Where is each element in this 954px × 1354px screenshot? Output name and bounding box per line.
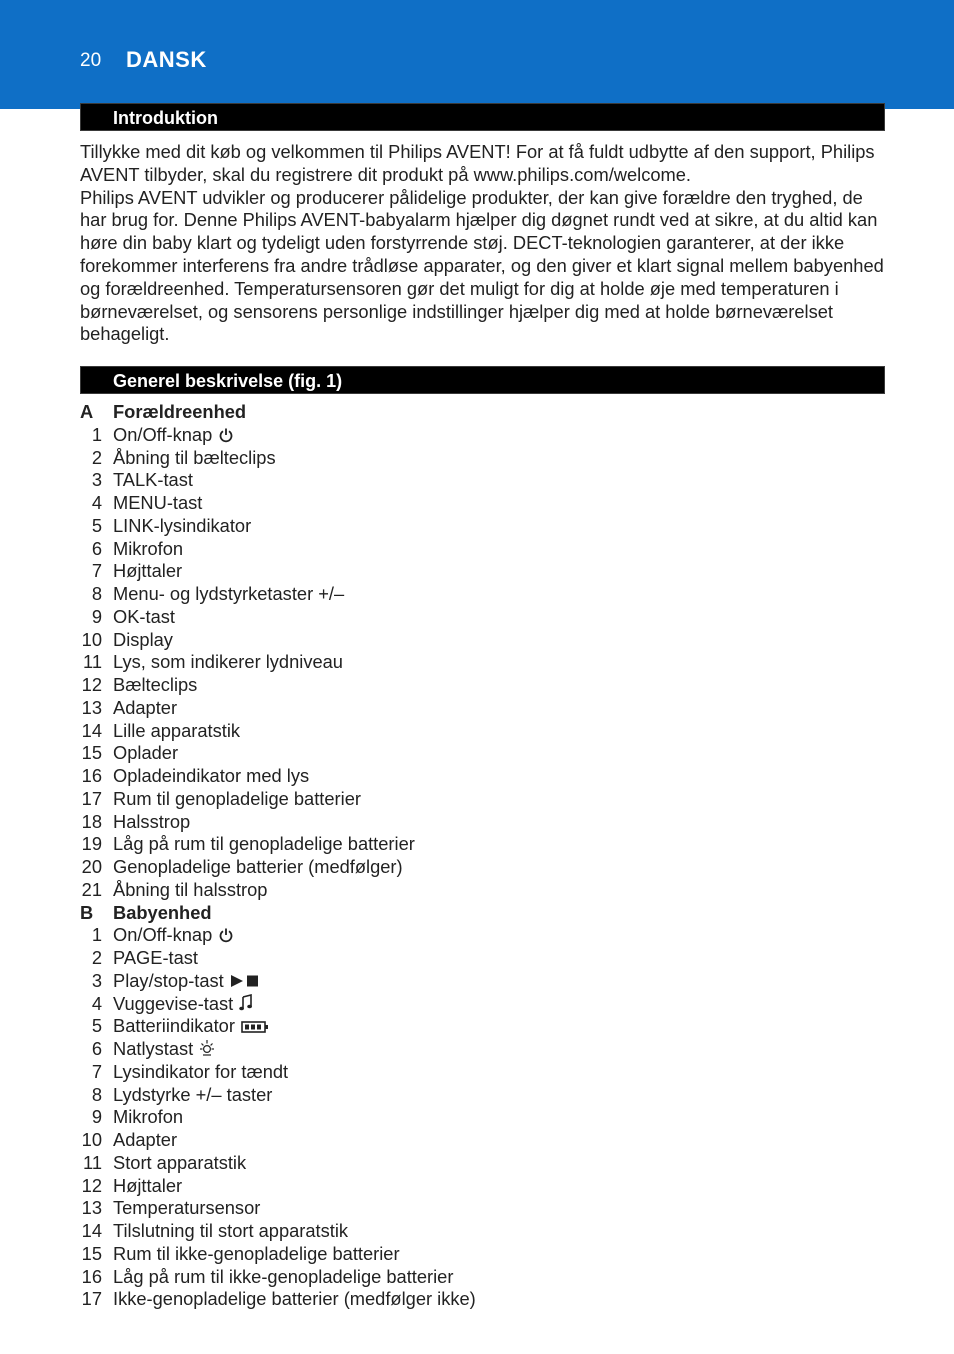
list-item xyxy=(80,1288,885,1311)
item-label-text: Genopladelige batterier (medfølger) xyxy=(113,856,403,877)
item-label xyxy=(113,492,202,515)
list-item xyxy=(80,538,885,561)
item-label-text: Mikrofon xyxy=(113,1106,184,1128)
list-item xyxy=(80,1084,885,1107)
list-item xyxy=(80,1197,885,1220)
list-item xyxy=(80,1061,885,1084)
list-item xyxy=(80,924,885,947)
list-item xyxy=(80,811,885,834)
item-number: 5 xyxy=(91,514,102,536)
play-stop-icon xyxy=(230,970,262,993)
item-number: 21 xyxy=(81,878,102,900)
item-label xyxy=(113,788,361,811)
item-number: 3 xyxy=(91,969,102,991)
item-label xyxy=(113,538,183,561)
item-number: 11 xyxy=(83,1151,102,1173)
item-number: 5 xyxy=(91,1015,102,1037)
item-number: 6 xyxy=(91,537,102,559)
item-label xyxy=(113,651,343,674)
item-label-text: Låg på rum til genopladelige batterier xyxy=(113,833,415,855)
item-number: 14 xyxy=(81,1220,102,1241)
item-label xyxy=(113,1266,453,1289)
item-label-text: Adapter xyxy=(113,696,178,718)
list-item xyxy=(80,788,885,811)
item-number: 4 xyxy=(91,992,102,1014)
item-label-text: OK-tast xyxy=(113,605,175,627)
item-label xyxy=(113,833,415,856)
item-label-text: On/Off-knap xyxy=(113,924,213,946)
list-item xyxy=(80,970,885,993)
item-number: 18 xyxy=(81,810,102,832)
list-item xyxy=(80,492,885,515)
item-label-text: Oplader xyxy=(113,742,179,764)
item-number: 13 xyxy=(81,696,102,718)
section-bar-general-description xyxy=(80,366,885,394)
list-item xyxy=(80,765,885,788)
group-letter: A xyxy=(80,401,94,422)
section-title-general-description: Generel beskrivelse (fig. 1) xyxy=(113,371,343,391)
section-bar-introduction xyxy=(80,103,885,131)
item-label xyxy=(113,674,197,697)
item-label xyxy=(113,1129,177,1152)
item-label xyxy=(113,970,262,993)
item-label-text: Højttaler xyxy=(113,1174,183,1196)
item-label-text: Vuggevise-tast xyxy=(113,992,234,1014)
item-label-text: Lysindikator for tændt xyxy=(113,1060,289,1082)
list-item xyxy=(80,447,885,470)
list-item xyxy=(80,1038,885,1061)
list-item xyxy=(80,651,885,674)
item-label-text: Lille apparatstik xyxy=(113,719,241,741)
item-label-text: Temperatursensor xyxy=(113,1197,261,1219)
list-item xyxy=(80,1106,885,1129)
item-label-text: Halsstrop xyxy=(113,810,191,832)
item-number: 10 xyxy=(81,1129,102,1150)
list-item xyxy=(80,560,885,583)
list-item xyxy=(80,856,885,879)
item-label xyxy=(113,1175,182,1198)
item-number: 9 xyxy=(91,605,102,627)
item-number: 14 xyxy=(81,719,102,741)
item-number: 12 xyxy=(81,1174,102,1196)
item-number: 16 xyxy=(81,765,102,786)
item-label-text: PAGE-tast xyxy=(113,947,198,968)
item-label xyxy=(113,720,240,743)
item-label-text: Lydstyrke +/– taster xyxy=(113,1083,273,1105)
item-label-text: Rum til ikke-genopladelige batterier xyxy=(113,1242,400,1264)
list-item xyxy=(80,947,885,970)
list-item xyxy=(80,1129,885,1152)
item-label-text: Højttaler xyxy=(113,560,183,582)
nightlight-icon xyxy=(199,1038,215,1061)
item-label-text: Tilslutning til stort apparatstik xyxy=(113,1220,349,1241)
item-label-text: LINK-lysindikator xyxy=(113,514,252,536)
item-number: 2 xyxy=(91,947,102,968)
item-label-text: Play/stop-tast xyxy=(113,969,224,991)
item-number: 6 xyxy=(91,1038,102,1059)
list-item xyxy=(80,833,885,856)
item-number: 4 xyxy=(91,492,102,513)
item-label xyxy=(113,856,403,879)
parts-list xyxy=(80,401,885,1311)
item-label-text: Mikrofon xyxy=(113,537,184,559)
item-label xyxy=(113,1197,260,1220)
item-number: 3 xyxy=(91,469,102,491)
item-label-text: Display xyxy=(113,628,173,650)
item-label xyxy=(113,515,251,538)
item-number: 17 xyxy=(81,787,102,809)
item-number: 11 xyxy=(83,651,102,673)
item-label xyxy=(113,924,234,947)
group-label xyxy=(113,401,246,424)
list-item xyxy=(80,1152,885,1175)
power-icon xyxy=(218,924,234,947)
item-number: 19 xyxy=(81,833,102,855)
group-letter: B xyxy=(80,901,94,923)
list-item xyxy=(80,720,885,743)
list-item xyxy=(80,515,885,538)
item-label-text: Babyenhed xyxy=(113,901,212,923)
list-item xyxy=(80,1175,885,1198)
list-item xyxy=(80,1266,885,1289)
item-label-text: Adapter xyxy=(113,1129,178,1150)
music-note-icon xyxy=(239,993,253,1016)
list-item xyxy=(80,742,885,765)
item-label-text: Stort apparatstik xyxy=(113,1151,247,1173)
item-number: 10 xyxy=(81,628,102,650)
item-label xyxy=(113,811,190,834)
group-heading-row xyxy=(80,401,885,424)
power-icon xyxy=(218,424,234,447)
item-number: 7 xyxy=(91,560,102,582)
list-item xyxy=(80,674,885,697)
item-label xyxy=(113,560,182,583)
item-label xyxy=(113,697,177,720)
item-label xyxy=(113,1243,400,1266)
list-item xyxy=(80,606,885,629)
item-label xyxy=(113,1061,288,1084)
group-heading-row xyxy=(80,902,885,925)
item-number: 13 xyxy=(81,1197,102,1219)
item-label-text: Bælteclips xyxy=(113,674,198,695)
item-label xyxy=(113,606,175,629)
item-label-text: On/Off-knap xyxy=(113,423,213,445)
list-item xyxy=(80,583,885,606)
item-label xyxy=(113,1015,269,1038)
item-label xyxy=(113,1038,215,1061)
item-number: 8 xyxy=(91,1083,102,1105)
item-label xyxy=(113,993,253,1016)
item-label xyxy=(113,469,193,492)
item-label xyxy=(113,1106,183,1129)
list-item xyxy=(80,1220,885,1243)
item-number: 9 xyxy=(91,1106,102,1128)
item-number: 20 xyxy=(81,856,102,877)
item-label-text: Batteriindikator xyxy=(113,1015,235,1037)
item-label-text: TALK-tast xyxy=(113,469,193,491)
list-item xyxy=(80,879,885,902)
item-number: 15 xyxy=(81,742,102,764)
item-label xyxy=(113,879,267,902)
item-number: 7 xyxy=(91,1060,102,1082)
item-number: 17 xyxy=(81,1288,102,1310)
list-item xyxy=(80,629,885,652)
item-label-text: Lys, som indikerer lydniveau xyxy=(113,651,343,673)
item-number: 1 xyxy=(91,924,102,946)
page-number: 20 xyxy=(80,50,102,71)
item-label-text: Ikke-genopladelige batterier (medfølger ikke) xyxy=(113,1288,476,1310)
list-item xyxy=(80,1015,885,1038)
item-number: 2 xyxy=(91,446,102,468)
intro-text xyxy=(80,141,885,346)
item-label-text: Natlystast xyxy=(113,1038,194,1059)
section-title-introduction: Introduktion xyxy=(113,108,218,128)
list-item xyxy=(80,697,885,720)
intro-paragraph-1: Tillykke med dit køb og velkommen til Philips AVENT! For at få fuldt udbytte af den support, Philips AVENT tilbyder, skal du registrere dit produkt på www.philips.com/welcome. xyxy=(80,141,875,185)
item-label-text: Låg på rum til ikke-genopladelige batterier xyxy=(113,1265,454,1287)
item-label-text: Åbning til bælteclips xyxy=(113,446,276,468)
item-label xyxy=(113,742,178,765)
item-label xyxy=(113,424,234,447)
item-label xyxy=(113,583,344,606)
item-label xyxy=(113,1220,348,1243)
list-item xyxy=(80,993,885,1016)
list-item xyxy=(80,469,885,492)
item-label-text: Rum til genopladelige batterier xyxy=(113,787,361,809)
item-label xyxy=(113,1152,246,1175)
item-label xyxy=(113,629,173,652)
item-number: 1 xyxy=(91,423,102,445)
item-number: 8 xyxy=(91,583,102,604)
item-label xyxy=(113,765,309,788)
item-label-text: Forældreenhed xyxy=(113,401,247,422)
item-label xyxy=(113,447,276,470)
item-number: 15 xyxy=(81,1242,102,1264)
item-number: 16 xyxy=(81,1265,102,1287)
item-label-text: Menu- og lydstyrketaster +/– xyxy=(113,583,345,604)
item-label xyxy=(113,1084,272,1107)
intro-paragraph-2: Philips AVENT udvikler og producerer pålidelige produkter, der kan give forældre den tryghed, de har brug for. Denne Philips AVENT-babyalarm hjælper dig døgnet rundt ved at sikre, at du altid kan høre din baby klart og tydeligt uden forstyrrende støj. DECT-teknologien garanterer, at der ikke forekommer interferens fra andre trådløse apparater, og den giver et klart signal mellem babyenhed og forældreenhed. Temperatursensoren gør det muligt for dig at holde øje med temperaturen i børneværelset, og sensorens personlige indstillinger hjælper dig med at holde børneværelset behageligt. xyxy=(80,186,884,345)
header-band xyxy=(0,0,954,109)
list-item xyxy=(80,424,885,447)
item-label-text: MENU-tast xyxy=(113,492,203,513)
language-heading: DANSK xyxy=(126,47,207,72)
group-label xyxy=(113,902,212,925)
item-label xyxy=(113,1288,476,1311)
item-label-text: Opladeindikator med lys xyxy=(113,765,310,786)
item-label xyxy=(113,947,198,970)
battery-icon xyxy=(241,1015,269,1038)
list-item xyxy=(80,1243,885,1266)
item-number: 12 xyxy=(81,674,102,695)
item-label-text: Åbning til halsstrop xyxy=(113,878,268,900)
